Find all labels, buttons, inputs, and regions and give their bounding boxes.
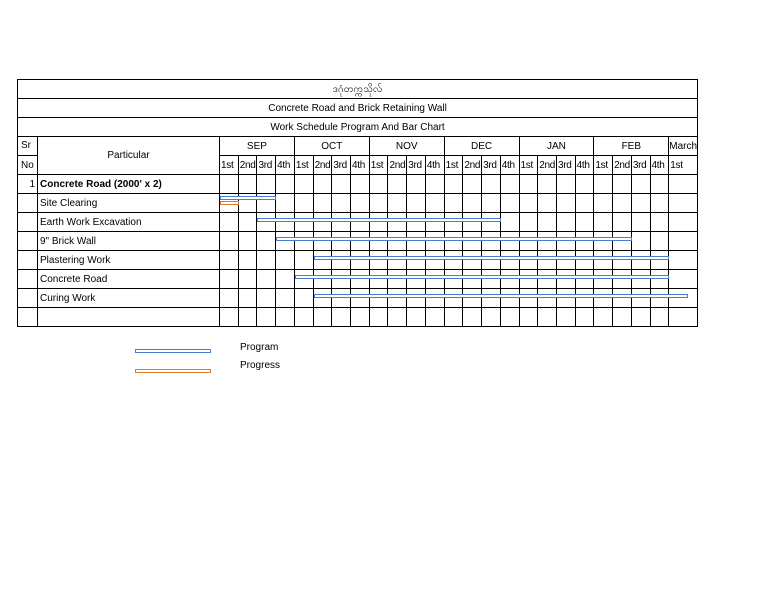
week-cell bbox=[482, 289, 501, 308]
week-cell bbox=[276, 175, 295, 194]
month-header: DEC bbox=[444, 137, 519, 156]
week-cell bbox=[631, 289, 650, 308]
legend-program-label: Program bbox=[240, 342, 279, 353]
week-header: 2nd bbox=[463, 156, 482, 175]
month-header: SEP bbox=[220, 137, 295, 156]
week-cell bbox=[407, 251, 426, 270]
week-header: 2nd bbox=[538, 156, 557, 175]
row-particular: Plastering Work bbox=[38, 251, 220, 270]
week-cell bbox=[500, 308, 519, 327]
week-cell bbox=[369, 289, 388, 308]
week-cell bbox=[425, 270, 444, 289]
week-cell bbox=[388, 213, 407, 232]
week-header: 3rd bbox=[407, 156, 426, 175]
week-header: 4th bbox=[575, 156, 594, 175]
table-row bbox=[18, 270, 698, 289]
row-particular: Concrete Road (2000' x 2) bbox=[38, 175, 220, 194]
week-cell bbox=[631, 194, 650, 213]
row-sr-number bbox=[18, 270, 38, 289]
week-cell bbox=[407, 270, 426, 289]
week-cell bbox=[425, 308, 444, 327]
week-cell bbox=[631, 251, 650, 270]
week-cell bbox=[556, 308, 575, 327]
table-row bbox=[18, 289, 698, 308]
week-cell bbox=[332, 270, 351, 289]
week-cell bbox=[257, 270, 276, 289]
week-cell bbox=[538, 232, 557, 251]
sr-header-top: Sr bbox=[18, 137, 38, 156]
sr-header-bottom: No bbox=[18, 156, 38, 175]
week-cell bbox=[463, 308, 482, 327]
table-row bbox=[18, 232, 698, 251]
week-cell bbox=[482, 251, 501, 270]
week-cell bbox=[519, 232, 538, 251]
week-header: 4th bbox=[500, 156, 519, 175]
week-cell bbox=[257, 175, 276, 194]
week-cell bbox=[631, 213, 650, 232]
week-cell bbox=[519, 175, 538, 194]
week-header: 3rd bbox=[482, 156, 501, 175]
week-cell bbox=[575, 194, 594, 213]
week-header: 4th bbox=[276, 156, 295, 175]
week-cell bbox=[369, 194, 388, 213]
week-cell bbox=[669, 213, 698, 232]
week-cell bbox=[220, 251, 239, 270]
title-myanmar: ဒဂုံတက္ကသိုလ် bbox=[18, 80, 698, 99]
week-cell bbox=[388, 270, 407, 289]
week-cell bbox=[650, 289, 669, 308]
week-cell bbox=[594, 175, 613, 194]
week-cell bbox=[313, 175, 332, 194]
week-cell bbox=[313, 289, 332, 308]
week-cell bbox=[332, 194, 351, 213]
row-particular bbox=[38, 308, 220, 327]
week-cell bbox=[425, 251, 444, 270]
week-cell bbox=[594, 308, 613, 327]
week-cell bbox=[444, 289, 463, 308]
week-header: 2nd bbox=[313, 156, 332, 175]
week-cell bbox=[556, 270, 575, 289]
month-header-row bbox=[18, 137, 698, 156]
week-cell bbox=[482, 213, 501, 232]
week-cell bbox=[257, 289, 276, 308]
week-cell bbox=[388, 251, 407, 270]
week-cell bbox=[220, 308, 239, 327]
week-header: 1st bbox=[220, 156, 239, 175]
week-cell bbox=[313, 232, 332, 251]
week-cell bbox=[257, 213, 276, 232]
week-header: 1st bbox=[294, 156, 313, 175]
week-cell bbox=[669, 270, 698, 289]
week-cell bbox=[613, 194, 632, 213]
week-cell bbox=[669, 251, 698, 270]
week-cell bbox=[332, 251, 351, 270]
week-header: 1st bbox=[594, 156, 613, 175]
week-cell bbox=[294, 251, 313, 270]
week-cell bbox=[500, 175, 519, 194]
week-cell bbox=[594, 232, 613, 251]
table-row bbox=[18, 175, 698, 194]
week-cell bbox=[650, 270, 669, 289]
week-cell bbox=[425, 194, 444, 213]
week-cell bbox=[556, 194, 575, 213]
row-particular: Earth Work Excavation bbox=[38, 213, 220, 232]
legend-progress-label: Progress bbox=[240, 360, 281, 371]
week-cell bbox=[220, 194, 239, 213]
week-header: 2nd bbox=[238, 156, 257, 175]
table-row bbox=[18, 213, 698, 232]
project-row bbox=[18, 99, 698, 118]
week-header: 3rd bbox=[332, 156, 351, 175]
week-cell bbox=[538, 213, 557, 232]
month-header: JAN bbox=[519, 137, 594, 156]
week-cell bbox=[482, 270, 501, 289]
week-cell bbox=[482, 308, 501, 327]
week-cell bbox=[294, 232, 313, 251]
week-cell bbox=[556, 213, 575, 232]
week-cell bbox=[313, 308, 332, 327]
week-cell bbox=[594, 194, 613, 213]
week-cell bbox=[519, 194, 538, 213]
legend-progress-swatch bbox=[135, 369, 211, 373]
week-cell bbox=[257, 232, 276, 251]
legend-program-swatch bbox=[135, 349, 211, 353]
week-cell bbox=[388, 175, 407, 194]
particular-header: Particular bbox=[38, 137, 220, 175]
week-cell bbox=[594, 251, 613, 270]
row-sr-number bbox=[18, 194, 38, 213]
week-cell bbox=[238, 289, 257, 308]
week-cell bbox=[482, 232, 501, 251]
week-cell bbox=[313, 213, 332, 232]
week-cell bbox=[538, 175, 557, 194]
week-cell bbox=[220, 213, 239, 232]
week-cell bbox=[369, 270, 388, 289]
week-cell bbox=[538, 194, 557, 213]
week-cell bbox=[238, 232, 257, 251]
week-cell bbox=[276, 194, 295, 213]
week-cell bbox=[650, 232, 669, 251]
week-cell bbox=[613, 213, 632, 232]
week-cell bbox=[369, 213, 388, 232]
week-cell bbox=[444, 194, 463, 213]
week-cell bbox=[238, 270, 257, 289]
week-cell bbox=[294, 289, 313, 308]
table-row bbox=[18, 308, 698, 327]
week-cell bbox=[369, 175, 388, 194]
row-sr-number bbox=[18, 308, 38, 327]
subtitle-row bbox=[18, 118, 698, 137]
week-cell bbox=[351, 251, 370, 270]
week-cell bbox=[276, 270, 295, 289]
row-sr-number bbox=[18, 232, 38, 251]
week-cell bbox=[538, 308, 557, 327]
week-cell bbox=[313, 251, 332, 270]
week-cell bbox=[631, 175, 650, 194]
week-cell bbox=[332, 289, 351, 308]
week-cell bbox=[613, 232, 632, 251]
week-cell bbox=[500, 270, 519, 289]
week-cell bbox=[463, 175, 482, 194]
week-cell bbox=[463, 213, 482, 232]
week-cell bbox=[500, 289, 519, 308]
week-cell bbox=[519, 213, 538, 232]
week-header: 3rd bbox=[257, 156, 276, 175]
week-cell bbox=[388, 289, 407, 308]
week-cell bbox=[613, 308, 632, 327]
week-cell bbox=[444, 270, 463, 289]
table-row bbox=[18, 194, 698, 213]
week-cell bbox=[276, 289, 295, 308]
week-cell bbox=[575, 213, 594, 232]
week-cell bbox=[594, 289, 613, 308]
week-cell bbox=[669, 289, 698, 308]
week-header: 4th bbox=[650, 156, 669, 175]
week-cell bbox=[500, 213, 519, 232]
week-cell bbox=[257, 251, 276, 270]
week-cell bbox=[407, 289, 426, 308]
week-cell bbox=[538, 270, 557, 289]
row-particular: Concrete Road bbox=[38, 270, 220, 289]
week-cell bbox=[407, 232, 426, 251]
week-cell bbox=[556, 175, 575, 194]
week-cell bbox=[332, 213, 351, 232]
week-cell bbox=[613, 270, 632, 289]
week-cell bbox=[351, 213, 370, 232]
week-cell bbox=[631, 232, 650, 251]
week-cell bbox=[294, 213, 313, 232]
week-cell bbox=[500, 232, 519, 251]
week-cell bbox=[407, 194, 426, 213]
week-cell bbox=[238, 308, 257, 327]
week-cell bbox=[351, 175, 370, 194]
week-cell bbox=[613, 175, 632, 194]
week-cell bbox=[220, 289, 239, 308]
week-cell bbox=[463, 289, 482, 308]
week-cell bbox=[257, 194, 276, 213]
week-header: 4th bbox=[351, 156, 370, 175]
row-particular: Site Clearing bbox=[38, 194, 220, 213]
week-cell bbox=[482, 175, 501, 194]
week-cell bbox=[276, 251, 295, 270]
week-cell bbox=[650, 308, 669, 327]
week-cell bbox=[425, 213, 444, 232]
title-row bbox=[18, 80, 698, 99]
week-cell bbox=[276, 232, 295, 251]
week-cell bbox=[369, 232, 388, 251]
week-header: 2nd bbox=[388, 156, 407, 175]
week-cell bbox=[463, 194, 482, 213]
week-cell bbox=[332, 308, 351, 327]
week-cell bbox=[238, 251, 257, 270]
week-cell bbox=[575, 175, 594, 194]
week-cell bbox=[294, 270, 313, 289]
week-header: 2nd bbox=[613, 156, 632, 175]
week-cell bbox=[444, 232, 463, 251]
week-cell bbox=[388, 232, 407, 251]
week-cell bbox=[519, 251, 538, 270]
week-cell bbox=[369, 308, 388, 327]
week-cell bbox=[650, 251, 669, 270]
week-cell bbox=[463, 251, 482, 270]
week-header: 3rd bbox=[631, 156, 650, 175]
week-cell bbox=[556, 251, 575, 270]
week-cell bbox=[556, 289, 575, 308]
week-cell bbox=[332, 232, 351, 251]
schedule-table bbox=[17, 79, 698, 327]
week-cell bbox=[425, 232, 444, 251]
week-cell bbox=[407, 213, 426, 232]
week-cell bbox=[538, 251, 557, 270]
week-cell bbox=[669, 308, 698, 327]
week-cell bbox=[594, 213, 613, 232]
week-header: 3rd bbox=[556, 156, 575, 175]
week-cell bbox=[444, 308, 463, 327]
week-cell bbox=[238, 213, 257, 232]
week-cell bbox=[276, 213, 295, 232]
week-cell bbox=[575, 232, 594, 251]
week-cell bbox=[444, 175, 463, 194]
week-header: 4th bbox=[425, 156, 444, 175]
week-cell bbox=[669, 175, 698, 194]
week-cell bbox=[631, 270, 650, 289]
week-cell bbox=[238, 175, 257, 194]
week-header: 1st bbox=[444, 156, 463, 175]
week-cell bbox=[294, 175, 313, 194]
week-cell bbox=[425, 175, 444, 194]
week-cell bbox=[351, 232, 370, 251]
week-cell bbox=[313, 194, 332, 213]
week-cell bbox=[388, 308, 407, 327]
week-cell bbox=[407, 308, 426, 327]
row-sr-number bbox=[18, 251, 38, 270]
week-cell bbox=[613, 251, 632, 270]
week-cell bbox=[407, 175, 426, 194]
week-cell bbox=[257, 308, 276, 327]
month-header: March bbox=[669, 137, 698, 156]
week-cell bbox=[650, 213, 669, 232]
week-cell bbox=[650, 194, 669, 213]
week-cell bbox=[313, 270, 332, 289]
week-cell bbox=[519, 289, 538, 308]
project-title: Concrete Road and Brick Retaining Wall bbox=[18, 99, 698, 118]
week-cell bbox=[388, 194, 407, 213]
row-sr-number: 1 bbox=[18, 175, 38, 194]
week-cell bbox=[500, 194, 519, 213]
week-cell bbox=[631, 308, 650, 327]
week-cell bbox=[444, 213, 463, 232]
week-cell bbox=[594, 270, 613, 289]
week-header: 1st bbox=[369, 156, 388, 175]
row-sr-number bbox=[18, 289, 38, 308]
schedule-subtitle: Work Schedule Program And Bar Chart bbox=[18, 118, 698, 137]
week-header: 1st bbox=[669, 156, 698, 175]
row-particular: 9" Brick Wall bbox=[38, 232, 220, 251]
week-cell bbox=[556, 232, 575, 251]
week-cell bbox=[519, 270, 538, 289]
week-cell bbox=[669, 232, 698, 251]
week-header: 1st bbox=[519, 156, 538, 175]
week-cell bbox=[575, 308, 594, 327]
week-cell bbox=[220, 175, 239, 194]
week-cell bbox=[500, 251, 519, 270]
week-cell bbox=[519, 308, 538, 327]
week-cell bbox=[238, 194, 257, 213]
week-cell bbox=[294, 194, 313, 213]
month-header: OCT bbox=[294, 137, 369, 156]
week-cell bbox=[463, 270, 482, 289]
row-sr-number bbox=[18, 213, 38, 232]
week-cell bbox=[463, 232, 482, 251]
week-cell bbox=[575, 270, 594, 289]
week-cell bbox=[575, 289, 594, 308]
week-cell bbox=[369, 251, 388, 270]
row-particular: Curing Work bbox=[38, 289, 220, 308]
week-cell bbox=[613, 289, 632, 308]
week-cell bbox=[669, 194, 698, 213]
week-cell bbox=[482, 194, 501, 213]
week-cell bbox=[351, 270, 370, 289]
week-cell bbox=[220, 232, 239, 251]
week-cell bbox=[444, 251, 463, 270]
week-cell bbox=[294, 308, 313, 327]
week-cell bbox=[575, 251, 594, 270]
week-cell bbox=[351, 194, 370, 213]
week-cell bbox=[351, 289, 370, 308]
week-cell bbox=[276, 308, 295, 327]
week-cell bbox=[351, 308, 370, 327]
week-cell bbox=[332, 175, 351, 194]
month-header: NOV bbox=[369, 137, 444, 156]
table-row bbox=[18, 251, 698, 270]
month-header: FEB bbox=[594, 137, 669, 156]
week-cell bbox=[220, 270, 239, 289]
week-cell bbox=[425, 289, 444, 308]
week-cell bbox=[538, 289, 557, 308]
week-cell bbox=[650, 175, 669, 194]
